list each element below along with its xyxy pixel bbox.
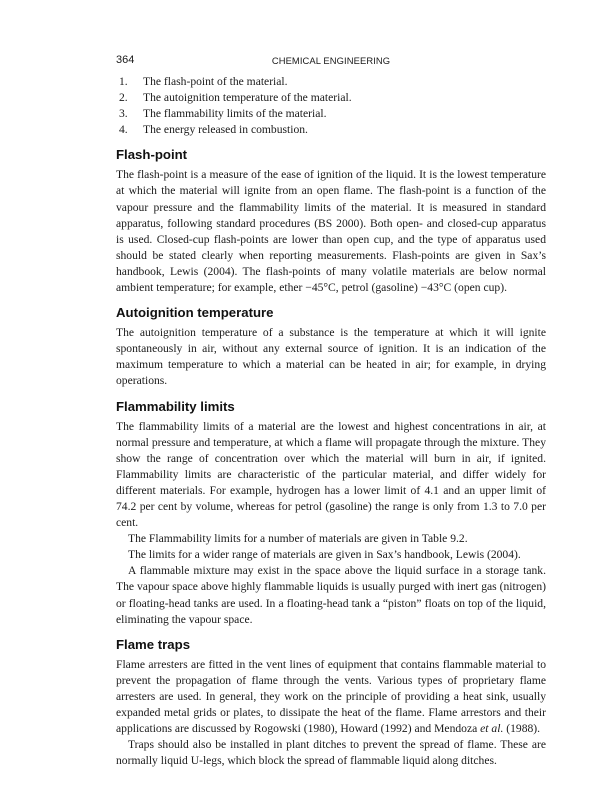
- list-item: 3. The flammability limits of the material.: [119, 107, 327, 121]
- list-item: 1. The flash-point of the material.: [119, 75, 288, 88]
- paragraph: Traps should also be installed in plant ditches to prevent the spread of flame. These are normally liquid U-legs, which block the spread of flammable liquid along ditches.: [116, 738, 546, 768]
- paragraph: The flash-point is a measure of the ease of ignition of the liquid. It is the lowest temperature at which the material will ignite from an open flame. The flash-point is a function of the vapour pressure and the flammability limits of the material. It is measured in standard apparatus, following standard procedures (BS 2000). Both open- and closed-cup apparatus is used. Closed-cup flash-points are lower than open cup, and the type of apparatus used should be stated clearly when reporting measurements. Flash-points are given in Sax’s handbook, Lewis (2004). The flash-points of many volatile materials are below normal ambient temperature; for example, ether −45°C, petrol (gasoline) −43°C (open cup).: [116, 168, 546, 295]
- paragraph: Flame arresters are fitted in the vent lines of equipment that contains flammable material to prevent the propagation of flame through the vents. Various types of proprietary flame arresters are used. In general, they work on the principle of providing a heat sink, usually expanded metal grids or plates, to dissipate the heat of the flame. Flame arrestors and their applications are discussed by Rogowski (1980), Howard (1992) and Mendoza et al. (1988).: [116, 657, 546, 736]
- paragraph: The limits for a wider range of materials are given in Sax’s handbook, Lewis (2004).: [128, 548, 521, 562]
- paragraph: The autoignition temperature of a substance is the temperature at which it will ignite spontaneously in air, without any external source of ignition. It is an indication of the maximum temperature to which a material can be heated in air; for example, in drying operations.: [116, 326, 546, 388]
- paragraph: The Flammability limits for a number of materials are given in Table 9.2.: [128, 532, 468, 546]
- criteria-list: [116, 74, 546, 138]
- list-item: 2. The autoignition temperature of the material.: [119, 91, 352, 105]
- heading-flash-point: Flash-point: [116, 147, 188, 163]
- page-number: 364: [116, 54, 135, 66]
- heading-flame-traps: Flame traps: [116, 636, 191, 652]
- heading-autoignition: Autoignition temperature: [116, 305, 274, 321]
- list-item: 4. The energy released in combustion.: [119, 123, 308, 137]
- book-page: [116, 52, 546, 769]
- running-head: [116, 52, 546, 68]
- heading-flammability-limits: Flammability limits: [116, 398, 235, 414]
- paragraph: A flammable mixture may exist in the space above the liquid surface in a storage tank. The vapour space above highly flammable liquids is usually purged with inert gas (nitrogen) or floating-head tanks are used. In a floating-head tank a “piston” floats on top of the liquid, eliminating the vapour space.: [116, 564, 546, 626]
- chapter-title: CHEMICAL ENGINEERING: [271, 55, 391, 66]
- paragraph: The flammability limits of a material are the lowest and highest concentrations in air, at normal pressure and temperature, at which a flame will propagate through the mixture. They show the range of concentration over which the material will burn in air, if ignited. Flammability limits are characteristic of the particular material, and differ widely for different materials. For example, hydrogen has a lower limit of 4.1 and an upper limit of 74.2 per cent by volume, whereas for petrol (gasoline) the range is only from 1.3 to 7.0 per cent.: [116, 419, 546, 530]
